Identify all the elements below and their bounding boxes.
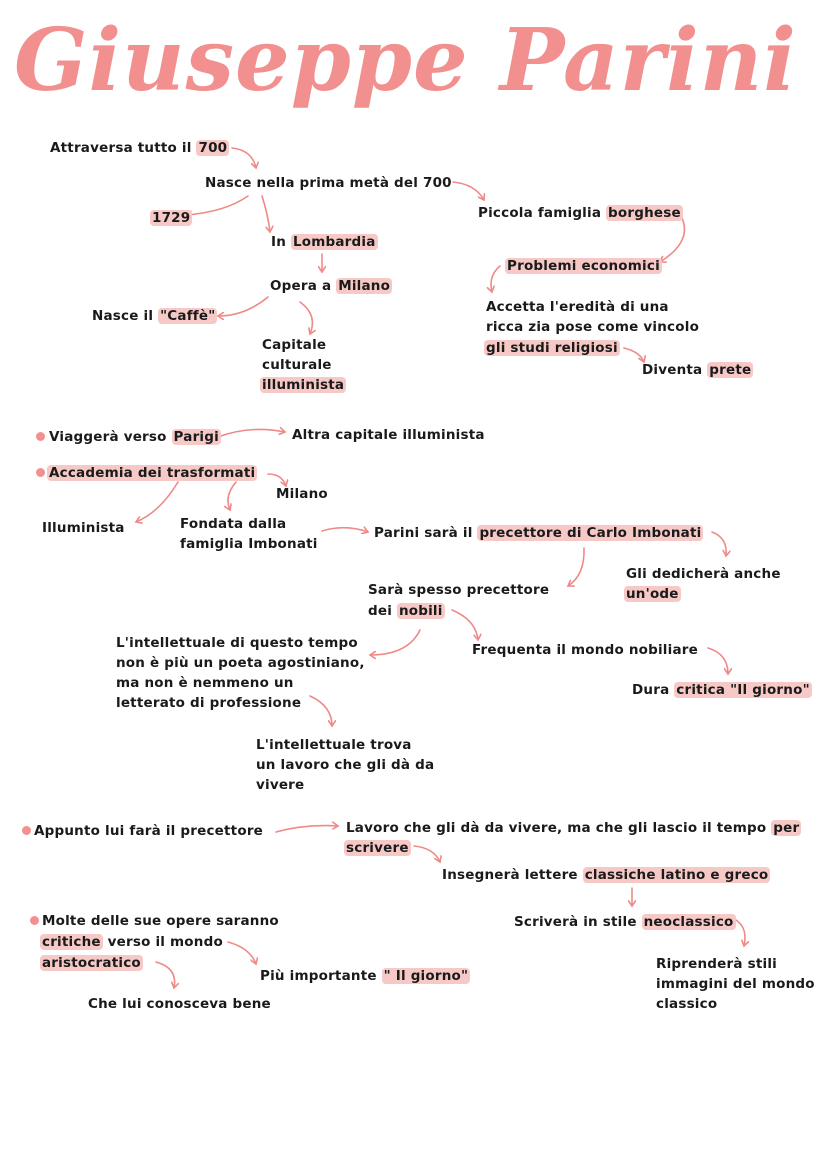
node-text: Attraversa tutto il <box>50 140 197 156</box>
arrow <box>218 297 268 316</box>
node-mondo-nobiliare <box>472 640 698 660</box>
node-text: Molte delle sue opere saranno <box>42 913 279 929</box>
node-text: Che lui conosceva bene <box>88 996 271 1012</box>
node-intellettuale-1 <box>116 633 358 653</box>
node-altra-capitale <box>292 425 485 445</box>
node-text: L'intellettuale di questo tempo <box>116 635 358 651</box>
node-piccola-famiglia <box>478 203 683 223</box>
node-text: Appunto lui farà il precettore <box>34 823 264 839</box>
arrow <box>228 482 236 510</box>
node-fondata <box>180 514 286 534</box>
node-diventa-prete <box>642 360 753 380</box>
node-text: Parini sarà il <box>374 525 478 541</box>
node-intellettuale-2 <box>116 653 365 673</box>
node-riprendera-2 <box>656 974 815 994</box>
arrow <box>736 920 745 946</box>
node-text: Capitale <box>262 337 327 353</box>
node-capitale <box>262 335 326 355</box>
node-intellettuale-4 <box>116 693 301 713</box>
node-imbonati-famiglia <box>180 534 318 554</box>
highlighted-text: scrivere <box>346 840 409 856</box>
node-text: Illuminista <box>42 520 125 536</box>
node-riprendera-3 <box>656 994 717 1014</box>
arrow <box>452 610 478 640</box>
node-text: Altra capitale illuminista <box>292 427 485 443</box>
node-ode <box>624 584 681 604</box>
highlighted-text: 700 <box>198 140 228 156</box>
highlighted-text: gli studi religiosi <box>486 340 618 356</box>
node-piu-importante <box>260 966 470 986</box>
node-opere-1 <box>42 911 279 931</box>
node-text: Opera a <box>270 278 337 294</box>
node-text: Lavoro che gli dà da vivere, ma che gli lascio il tempo <box>346 820 772 836</box>
node-opere-2 <box>40 932 223 952</box>
node-milano <box>276 484 328 504</box>
node-text: ma non è nemmeno un <box>116 675 294 691</box>
node-problemi-economici <box>505 256 662 276</box>
node-text: immagini del mondo <box>656 976 815 992</box>
node-eredita-1 <box>486 297 669 317</box>
highlighted-text: Accademia dei trasformati <box>49 465 256 481</box>
node-eredita-2 <box>486 317 699 337</box>
node-text: Scriverà in stile <box>514 914 642 930</box>
arrow <box>228 942 256 964</box>
node-text: famiglia Imbonati <box>180 536 318 552</box>
node-text: Frequenta il mondo nobiliare <box>472 642 698 658</box>
arrow <box>232 148 256 168</box>
node-lavoro-vivere <box>346 818 801 838</box>
highlighted-text: prete <box>709 362 752 378</box>
arrow <box>708 648 728 674</box>
arrow <box>491 266 500 292</box>
bullet-dot <box>22 826 31 835</box>
highlighted-text: critica "Il giorno" <box>676 682 810 698</box>
highlighted-text: precettore di Carlo Imbonati <box>479 525 702 541</box>
node-text: In <box>271 234 291 250</box>
arrow <box>712 532 726 556</box>
node-text: ricca zia pose come vincolo <box>486 319 700 335</box>
bullet-dot <box>36 432 45 441</box>
node-riprendera-1 <box>656 954 777 974</box>
node-text: culturale <box>262 357 332 373</box>
node-text: classico <box>656 996 718 1012</box>
highlighted-text: nobili <box>398 603 443 619</box>
highlighted-text: Problemi economici <box>507 258 660 274</box>
node-nasce-prima-meta <box>205 173 452 193</box>
node-precettore-carlo <box>374 523 703 543</box>
highlighted-text: per <box>773 820 800 836</box>
node-scrivere <box>344 838 411 858</box>
arrow <box>568 548 584 586</box>
arrow <box>370 630 420 655</box>
node-neoclassico <box>514 912 736 932</box>
node-nasce-caffe <box>92 306 217 326</box>
node-1729 <box>150 208 192 228</box>
node-illuminista <box>42 518 125 538</box>
node-accademia <box>47 463 257 483</box>
highlighted-text: "Caffè" <box>160 308 216 324</box>
node-text: Nasce il <box>92 308 159 324</box>
highlighted-text: Parigi <box>173 429 219 445</box>
node-text: Milano <box>276 486 328 502</box>
node-text: non è più un poeta agostiniano, <box>116 655 365 671</box>
node-text: Gli dedicherà anche <box>626 566 781 582</box>
node-text: Piccola famiglia <box>478 205 607 221</box>
highlighted-text: 1729 <box>152 210 191 226</box>
node-lombardia <box>271 232 378 252</box>
node-trova-lavoro-2 <box>256 755 434 775</box>
node-text: Accetta l'eredità di una <box>486 299 669 315</box>
node-intellettuale-3 <box>116 673 294 693</box>
node-appunto-precettore <box>34 821 263 841</box>
node-culturale <box>262 355 332 375</box>
node-dedichera <box>626 564 781 584</box>
node-illuminista-capitale <box>260 375 346 395</box>
node-opera-milano <box>270 276 392 296</box>
node-text: Più importante <box>260 968 382 984</box>
arrow <box>186 196 248 215</box>
node-trova-lavoro-3 <box>256 775 304 795</box>
node-trova-lavoro-1 <box>256 735 412 755</box>
highlighted-text: un'ode <box>626 586 679 602</box>
bullet-dot <box>36 468 45 477</box>
node-conosceva <box>88 994 271 1014</box>
node-text: L'intellettuale trova <box>256 737 412 753</box>
node-text: Fondata dalla <box>180 516 287 532</box>
arrow <box>156 962 175 988</box>
node-viaggera-parigi <box>49 427 221 447</box>
highlighted-text: aristocratico <box>42 955 141 971</box>
arrow <box>453 182 484 200</box>
highlighted-text: borghese <box>608 205 681 221</box>
node-text: letterato di professione <box>116 695 302 711</box>
arrow <box>276 826 338 832</box>
arrow <box>624 348 644 362</box>
node-nobili <box>368 601 445 621</box>
highlighted-text: classiche latino e greco <box>584 867 769 883</box>
arrow <box>262 196 270 232</box>
highlighted-text: illuminista <box>262 377 345 393</box>
node-text: Diventa <box>642 362 708 378</box>
arrow <box>136 482 178 522</box>
bullet-dot <box>30 916 39 925</box>
arrow <box>300 302 312 334</box>
node-spesso-precettore <box>368 580 549 600</box>
arrow <box>310 696 332 726</box>
node-text: Riprenderà stili <box>656 956 777 972</box>
node-attraversa <box>50 138 229 158</box>
node-text: Viaggerà verso <box>49 429 172 445</box>
node-text: un lavoro che gli dà da <box>256 757 435 773</box>
node-studi-religiosi <box>484 338 620 358</box>
arrow <box>414 846 440 862</box>
arrow <box>322 528 368 532</box>
node-text: dei <box>368 603 397 619</box>
highlighted-text: " Il giorno" <box>383 968 469 984</box>
arrow <box>218 429 285 437</box>
highlighted-text: neoclassico <box>643 914 734 930</box>
highlighted-text: Lombardia <box>292 234 376 250</box>
node-text: vivere <box>256 777 305 793</box>
highlighted-text: Milano <box>338 278 391 294</box>
node-aristocratico <box>40 953 143 973</box>
node-text: verso il mondo <box>102 934 223 950</box>
node-dura-critica <box>632 680 812 700</box>
node-text: Dura <box>632 682 675 698</box>
page-title: Giuseppe Parini <box>14 10 797 111</box>
node-insegnera <box>442 865 770 885</box>
node-text: Insegnerà lettere <box>442 867 583 883</box>
node-text: Nasce nella prima metà del 700 <box>205 175 452 191</box>
highlighted-text: critiche <box>42 934 101 950</box>
node-text: Sarà spesso precettore <box>368 582 550 598</box>
